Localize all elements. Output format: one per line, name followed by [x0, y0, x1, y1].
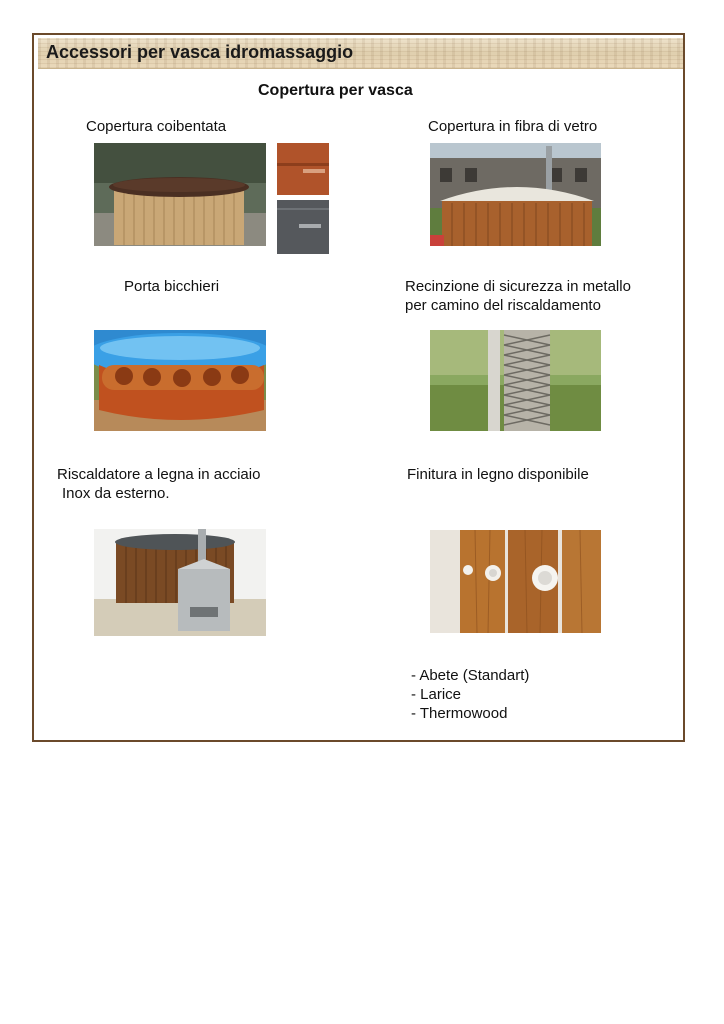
- cup-holder-label: Porta bicchieri: [124, 278, 220, 295]
- list-item: - Thermowood: [411, 705, 508, 722]
- section-subtitle: Copertura per vasca: [258, 82, 413, 99]
- wood-finish-label: Finitura in legno disponibile: [407, 466, 589, 483]
- insulated-cover-photo: [94, 143, 266, 246]
- fiberglass-cover-label: Copertura in fibra di vetro: [428, 118, 598, 135]
- wood-finish-photo: [430, 530, 601, 633]
- wood-options-list: [411, 666, 529, 723]
- fiberglass-cover-photo: [430, 143, 601, 246]
- safety-fence-photo: [430, 330, 601, 431]
- wood-heater-photo: [94, 529, 266, 636]
- cup-holder-photo: [94, 330, 266, 431]
- wood-heater-label-line1: Riscaldatore a legna in acciaio: [57, 466, 261, 483]
- safety-fence-label-line1: Recinzione di sicurezza in metallo: [405, 278, 631, 295]
- list-item: - Abete (Standart): [411, 667, 530, 684]
- cover-color-swatch-grey: [277, 200, 329, 254]
- header-banner: [38, 38, 683, 69]
- page-title: Accessori per vasca idromassaggio: [46, 42, 354, 62]
- cover-color-swatch-brown: [277, 143, 329, 195]
- insulated-cover-label: Copertura coibentata: [86, 118, 227, 135]
- list-item: - Larice: [411, 686, 462, 703]
- wood-heater-label-line2: Inox da esterno.: [62, 485, 170, 502]
- safety-fence-label-line2: per camino del riscaldamento: [405, 297, 601, 314]
